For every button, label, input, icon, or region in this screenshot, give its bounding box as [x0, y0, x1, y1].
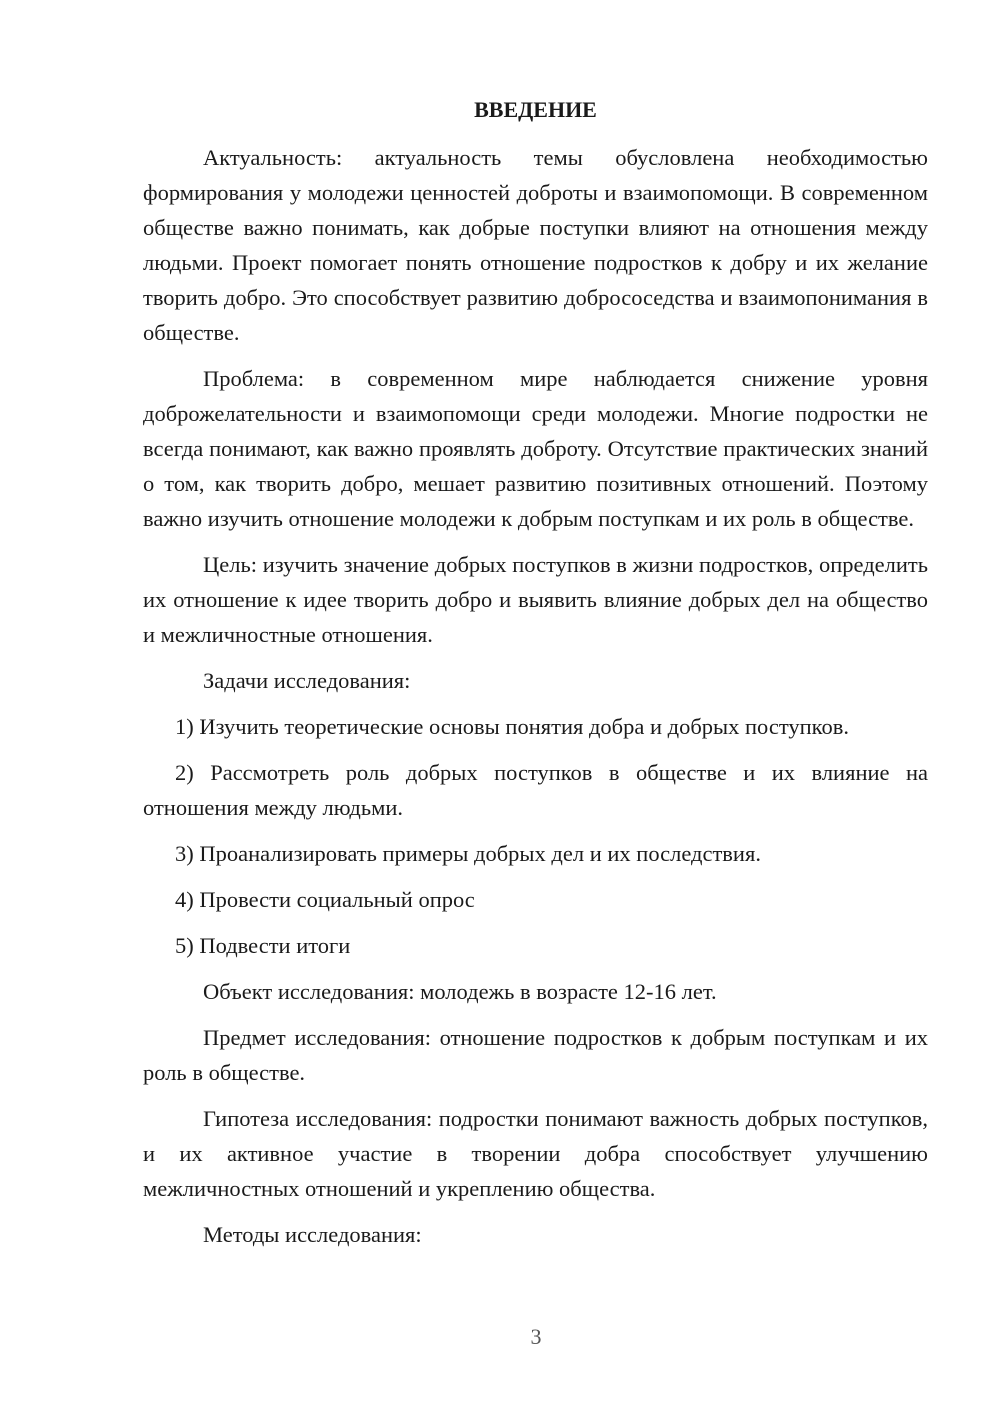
task-item: 3) Проанализировать примеры добрых дел и их последствия.: [175, 841, 761, 866]
tasks-heading: Задачи исследования:: [203, 668, 411, 693]
object-paragraph: Объект исследования: молодежь в возрасте 12-16 лет.: [203, 979, 717, 1004]
task-item: 5) Подвести итоги: [175, 933, 351, 958]
page-content: [143, 92, 928, 1263]
relevance-paragraph: Актуальность: актуальность темы обусловлена необходимостью формирования у молодежи ценностей доброты и взаимопомощи. В современном обществе важно понимать, как добрые поступки влияют на отношения между людьми. Проект помогает понять отношение подростков к добру и их желание творить добро. Это способствует развитию добрососедства и взаимопонимания в обществе.: [143, 145, 928, 345]
section-heading: ВВЕДЕНИЕ: [474, 97, 597, 122]
methods-heading: Методы исследования:: [203, 1222, 422, 1247]
task-item: 1) Изучить теоретические основы понятия добра и добрых поступков.: [175, 714, 849, 739]
problem-paragraph: Проблема: в современном мире наблюдается снижение уровня доброжелательности и взаимопомощи среди молодежи. Многие подростки не всегда понимают, как важно проявлять доброту. Отсутствие практических знаний о том, как творить добро, мешает развитию позитивных отношений. Поэтому важно изучить отношение молодежи к добрым поступкам и их роль в обществе.: [143, 366, 928, 531]
task-item: 2) Рассмотреть роль добрых поступков в обществе и их влияние на отношения между людьми.: [143, 760, 928, 820]
task-item: 4) Провести социальный опрос: [175, 887, 475, 912]
hypothesis-paragraph: Гипотеза исследования: подростки понимают важность добрых поступков, и их активное участие в творении добра способствует улучшению межличностных отношений и укреплению общества.: [143, 1106, 928, 1201]
goal-paragraph: Цель: изучить значение добрых поступков в жизни подростков, определить их отношение к идее творить добро и выявить влияние добрых дел на общество и межличностные отношения.: [143, 552, 928, 647]
page-number: 3: [530, 1324, 542, 1349]
subject-paragraph: Предмет исследования: отношение подростков к добрым поступкам и их роль в обществе.: [143, 1025, 928, 1085]
